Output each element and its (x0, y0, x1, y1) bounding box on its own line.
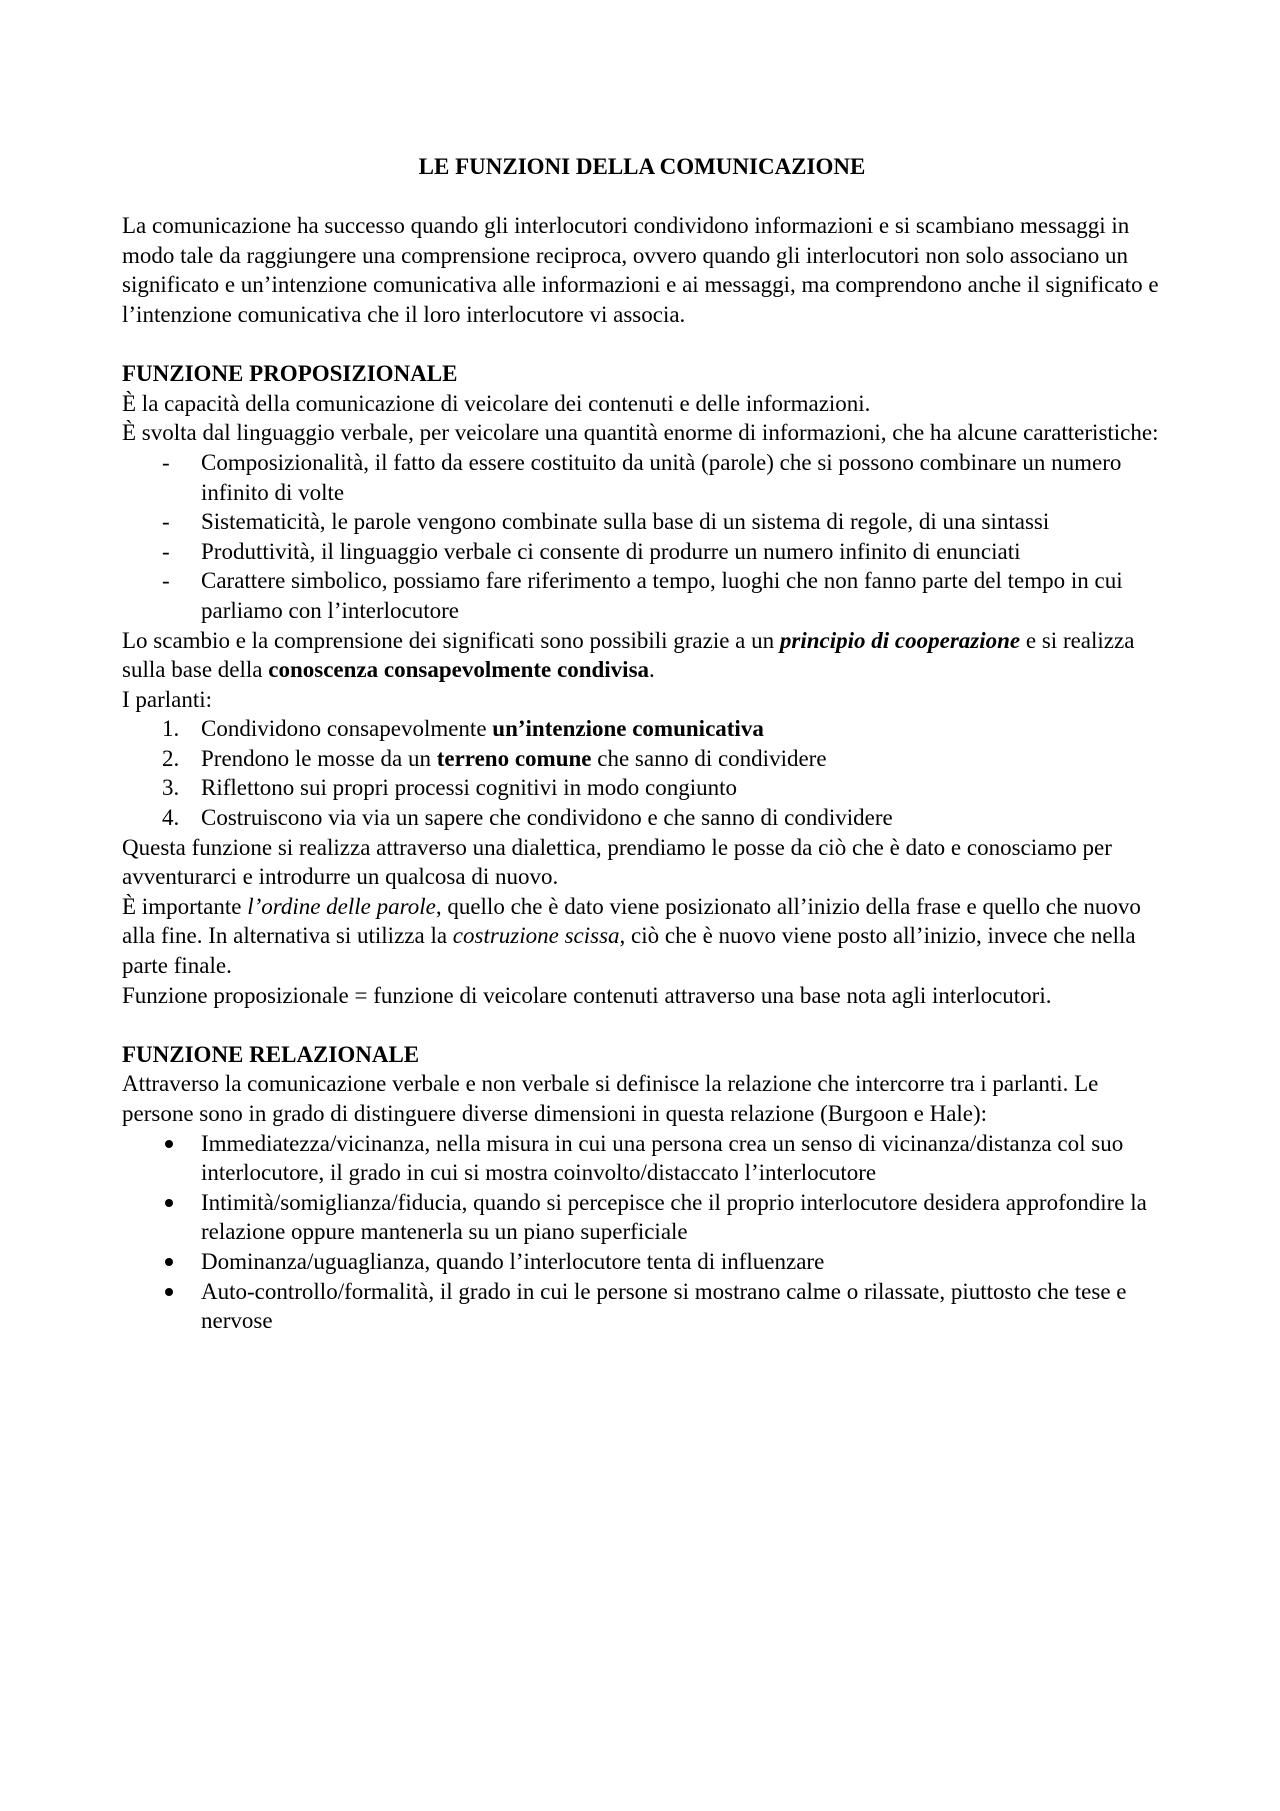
emphasis-italic: costruzione scissa (452, 923, 620, 949)
list-item (122, 566, 1162, 625)
list-item (122, 773, 1162, 803)
text-run: Lo scambio e la comprensione dei significati sono possibili grazie a un (122, 627, 780, 653)
paragraph-cooperation (122, 626, 1162, 685)
dash-marker: - (162, 449, 170, 475)
emphasis-bold-italic: principio di cooperazione (779, 627, 1021, 653)
paragraph: Funzione proposizionale = funzione di veicolare contenuti attraverso una base nota agli interlocutori. (122, 982, 1052, 1008)
text-run: Prendono le mosse da un (201, 745, 437, 771)
dimensions-list (122, 1129, 1162, 1336)
paragraph: Questa funzione si realizza attraverso una dialettica, prendiamo le posse da ciò che è dato e conosciamo per avventurarci e introdurre un qualcosa di nuovo. (122, 834, 1112, 890)
list-item-text: Composizionalità, il fatto da essere costituito da unità (parole) che si possono combinare un numero infinito di volte (201, 449, 1122, 505)
emphasis-bold: terreno comune (436, 745, 592, 771)
text-run: , quello che è dato viene posizionato all’inizio della frase e quello che nuovo alla fine. In alternativa si utilizza la (122, 893, 1141, 949)
text-run: È importante (122, 893, 248, 919)
emphasis-bold: un’intenzione comunicativa (492, 716, 764, 742)
list-number: 2. (162, 745, 180, 771)
section-heading-proposizionale: FUNZIONE PROPOSIZIONALE (122, 361, 458, 387)
features-list (122, 448, 1162, 626)
list-number: 3. (162, 775, 180, 801)
paragraph: I parlanti: (122, 686, 213, 712)
list-number: 1. (162, 716, 180, 742)
list-item (122, 1188, 1162, 1247)
list-item (122, 744, 1162, 774)
list-item-text: Intimità/somiglianza/fiducia, quando si percepisce che il proprio interlocutore desidera approfondire la relazione oppure mantenerla su un piano superficiale (201, 1189, 1147, 1245)
dash-marker: - (162, 568, 170, 594)
emphasis-bold: conoscenza consapevolmente condivisa (268, 657, 650, 683)
bullet-icon (165, 1199, 173, 1207)
text-run: che sanno di condividere (591, 745, 827, 771)
list-item-text: Dominanza/uguaglianza, quando l’interlocutore tenta di influenzare (201, 1248, 825, 1274)
bullet-icon (165, 1140, 173, 1148)
document-title: LE FUNZIONI DELLA COMUNICAZIONE (418, 154, 866, 179)
list-item (122, 448, 1162, 507)
text-run: Costruiscono via via un sapere che condividono e che sanno di condividere (201, 805, 893, 831)
spacer (122, 330, 1162, 360)
bullet-icon (165, 1288, 173, 1296)
bullet-icon (165, 1258, 173, 1266)
intro-paragraph: La comunicazione ha successo quando gli interlocutori condividono informazioni e si scambiano messaggi in modo tale da raggiungere una comprensione reciproca, ovvero quando gli interlocutori non solo associano un significato e un’intenzione comunicativa alle informazioni e ai messaggi, ma comprendono anche il significato e l’intenzione comunicativa che il loro interlocutore vi associa. (122, 213, 1159, 327)
list-item (122, 537, 1162, 567)
text-run: e si realizza sulla base della (122, 627, 1135, 683)
paragraph: Attraverso la comunicazione verbale e non verbale si definisce la relazione che intercorre tra i parlanti. Le persone sono in grado di distinguere diverse dimensioni in questa relazione (Burgoon e Hale): (122, 1071, 1099, 1126)
text-run: Condividono consapevolmente (201, 716, 493, 742)
dash-marker: - (162, 509, 170, 535)
emphasis-italic: l’ordine delle parole (247, 893, 436, 919)
list-item-text: Sistematicità, le parole vengono combinate sulla base di un sistema di regole, di una sintassi (201, 509, 1050, 535)
dash-marker: - (162, 538, 170, 564)
list-item (122, 507, 1162, 537)
list-item (122, 1247, 1162, 1277)
list-item-text: Auto-controllo/formalità, il grado in cui le persone si mostrano calme o rilassate, piuttosto che tese e nervose (201, 1278, 1127, 1334)
spacer (122, 1010, 1162, 1040)
paragraph: È la capacità della comunicazione di veicolare dei contenuti e delle informazioni. (122, 390, 871, 416)
text-run: , ciò che è nuovo viene posto all’inizio, invece che nella parte finale. (122, 923, 1136, 979)
text-run: . (649, 657, 655, 683)
list-item-text: Produttività, il linguaggio verbale ci consente di produrre un numero infinito di enunciati (201, 538, 1021, 564)
list-number: 4. (162, 805, 180, 831)
paragraph: È svolta dal linguaggio verbale, per veicolare una quantità enorme di informazioni, che ha alcune caratteristiche: (122, 420, 1159, 446)
list-item (122, 1129, 1162, 1188)
list-item (122, 1277, 1162, 1336)
list-item (122, 714, 1162, 744)
text-run: Riflettono sui propri processi cognitivi in modo congiunto (201, 775, 737, 801)
speakers-list (122, 714, 1162, 832)
list-item-text: Carattere simbolico, possiamo fare riferimento a tempo, luoghi che non fanno parte del tempo in cui parliamo con l’interlocutore (201, 568, 1123, 623)
document-page (122, 152, 1162, 1336)
list-item-text: Immediatezza/vicinanza, nella misura in cui una persona crea un senso di vicinanza/distanza col suo interlocutore, il grado in cui si mostra coinvolto/distaccato l’interlocutore (201, 1130, 1124, 1186)
paragraph-word-order (122, 892, 1162, 981)
section-heading-relazionale: FUNZIONE RELAZIONALE (122, 1041, 420, 1067)
list-item (122, 803, 1162, 833)
